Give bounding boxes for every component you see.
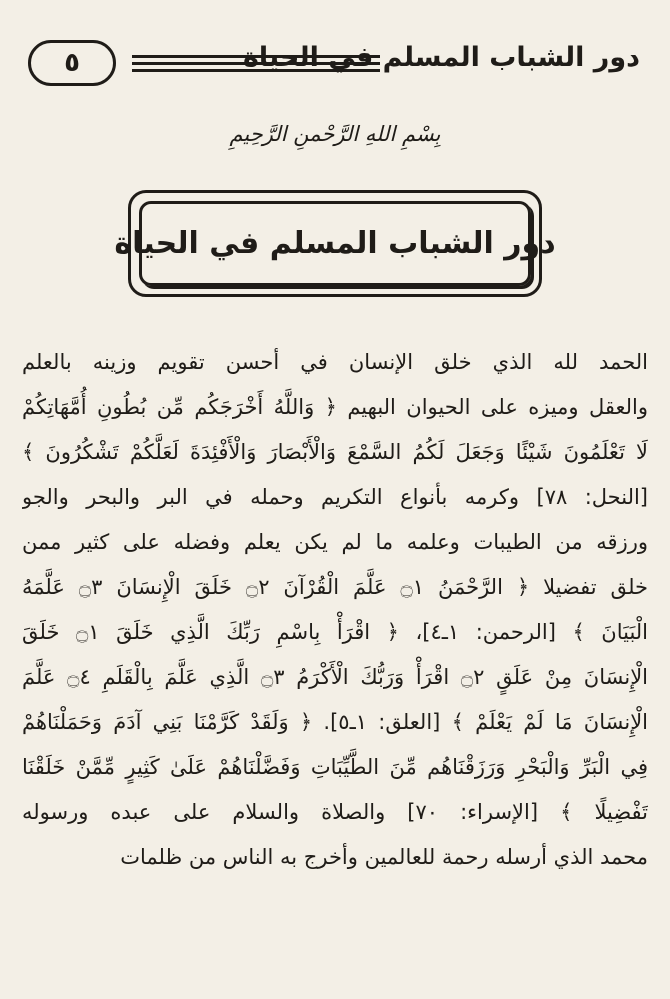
chapter-title-inner-frame [114, 201, 556, 286]
basmala: بِسْمِ اللهِ الرَّحْمنِ الرَّحِيمِ [229, 122, 441, 146]
body-line: [النحل: ٧٨] وكرمه بأنواع التكريم وحمله في البر والبحر والجو [22, 485, 648, 509]
body-line: خلق تفضيلا ﴿ الرَّحْمَنُ ۝١ عَلَّمَ الْقُرْآنَ ۝٢ خَلَقَ الْإِنسَانَ ۝٣ عَلَّمَهُ [22, 575, 648, 599]
body-text [22, 340, 648, 880]
page-header [28, 40, 640, 90]
body-line: والعقل وميزه على الحيوان البهيم ﴿ وَاللَّهُ أَخْرَجَكُم مِّن بُطُونِ أُمَّهَاتِكُمْ [22, 395, 648, 419]
body-line: الْبَيَانَ ﴾ [الرحمن: ١ـ٤]، ﴿ اقْرَأْ بِاسْمِ رَبِّكَ الَّذِي خَلَقَ ۝١ خَلَقَ [22, 620, 648, 644]
page-number: ٥ [28, 40, 116, 86]
running-title: دور الشباب المسلم في الحياة [242, 42, 640, 73]
chapter-title-frame [114, 190, 556, 297]
body-line: محمد الذي أرسله رحمة للعالمين وأخرج به الناس من ظلمات [120, 845, 648, 869]
body-line: الْإِنسَانَ مِنْ عَلَقٍ ۝٢ اقْرَأْ وَرَبُّكَ الْأَكْرَمُ ۝٣ الَّذِي عَلَّمَ بِالْقَلَمِ ۝٤ عَلَّمَ [22, 665, 648, 689]
body-line: الحمد لله الذي خلق الإنسان في أحسن تقويم وزينه بالعلم [22, 350, 648, 374]
body-line: فِي الْبَرِّ وَالْبَحْرِ وَرَزَقْنَاهُم مِّنَ الطَّيِّبَاتِ وَفَضَّلْنَاهُمْ عَلَىٰ كَثِيرٍ مِّمَّنْ خَلَقْنَا [22, 755, 648, 779]
body-line: ورزقه من الطيبات وعلمه ما لم يكن يعلم وفضله على كثير ممن [22, 530, 648, 554]
body-line: تَفْضِيلًا ﴾ [الإسراء: ٧٠] والصلاة والسلام على عبده ورسوله [22, 800, 648, 824]
body-line: لَا تَعْلَمُونَ شَيْئًا وَجَعَلَ لَكُمُ السَّمْعَ وَالْأَبْصَارَ وَالْأَفْئِدَةَ لَعَلَّكُمْ تَشْكُرُونَ ﴾ [22, 440, 648, 464]
chapter-title: دور الشباب المسلم في الحياة [114, 226, 556, 261]
body-line: الْإِنسَانَ مَا لَمْ يَعْلَمْ ﴾ [العلق: ١ـ٥]. ﴿ وَلَقَدْ كَرَّمْنَا بَنِي آدَمَ وَحَمَلْنَاهُمْ [22, 710, 648, 734]
